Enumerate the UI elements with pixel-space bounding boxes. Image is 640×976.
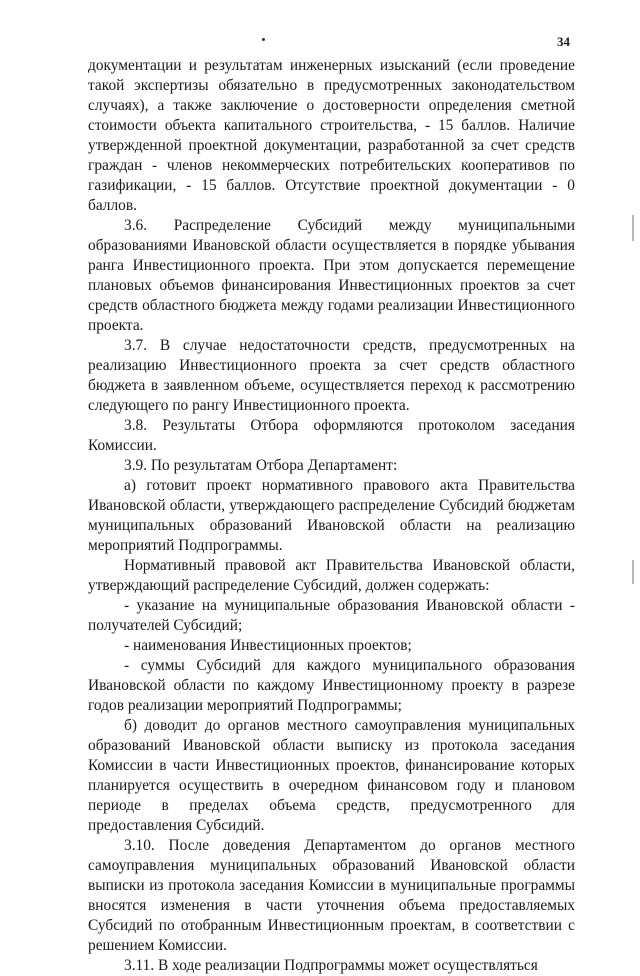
page-number: 34 <box>557 34 570 49</box>
scan-margin-mark <box>632 215 634 241</box>
document-body <box>88 56 575 976</box>
paragraph-3-8: 3.8. Результаты Отбора оформляются протоколом заседания Комиссии. <box>88 417 575 454</box>
paragraph-3-6: 3.6. Распределение Субсидий между муниципальными образованиями Ивановской области осуществляется в порядке убывания ранга Инвестиционного проекта. При этом допускается перемещение плановых объемов финансирования Инвестиционных проектов за счет средств областного бюджета между годами реализации Инвестиционного проекта. <box>88 217 575 334</box>
paragraph-continuation: документации и результатам инженерных изысканий (если проведение такой экспертизы обязательно в предусмотренных законодательством случаях), а также заключение о достоверности определения сметной стоимости объекта капитального строительства, - 15 баллов. Наличие утвержденной проектной документации, разработанной за счет средств граждан - членов некоммерческих потребительских кооперативов по газификации, - 15 баллов. Отсутствие проектной документации - 0 баллов. <box>88 57 575 214</box>
list-item-recipients: - указание на муниципальные образования Ивановской области - получателей Субсидий; <box>88 597 575 634</box>
scan-margin-mark <box>632 560 634 584</box>
list-item-project-names: - наименования Инвестиционных проектов; <box>124 637 412 654</box>
paragraph-3-9-b: б) доводит до органов местного самоуправления муниципальных образований Ивановской области выписку из протокола заседания Комиссии в части Инвестиционных проектов, финансирование которых планируется осуществить в очередном финансовом году и плановом периоде в пределах объема средств, предусмотренного для предоставления Субсидий. <box>88 717 575 834</box>
list-item-subsidy-amounts: - суммы Субсидий для каждого муниципального образования Ивановской области по каждому Инвестиционному проекту в разрезе годов реализации мероприятий Подпрограммы; <box>88 657 575 714</box>
paragraph-3-9: 3.9. По результатам Отбора Департамент: <box>124 457 398 474</box>
paragraph-3-11: 3.11. В ходе реализации Подпрограммы может осуществляться <box>124 957 538 974</box>
paragraph-3-10: 3.10. После доведения Департаментом до органов местного самоуправления муниципальных образований Ивановской области выписки из протокола заседания Комиссии в муниципальные программы вносятся изменения в части уточнения объема предоставляемых Субсидий по отобранным Инвестиционным проектам, в соответствии с решением Комиссии. <box>88 837 575 954</box>
paragraph-3-9-a: а) готовит проект нормативного правового акта Правительства Ивановской области, утверждающего распределение Субсидий бюджетам муниципальных образований Ивановской области на реализацию мероприятий Подпрограммы. <box>88 477 575 554</box>
paragraph-act-content: Нормативный правовой акт Правительства Ивановской области, утверждающий распределение Субсидий, должен содержать: <box>88 557 575 594</box>
scan-speck <box>262 38 265 41</box>
paragraph-3-7: 3.7. В случае недостаточности средств, предусмотренных на реализацию Инвестиционного проекта за счет средств областного бюджета в заявленном объеме, осуществляется переход к рассмотрению следующего по рангу Инвестиционного проекта. <box>88 337 575 414</box>
